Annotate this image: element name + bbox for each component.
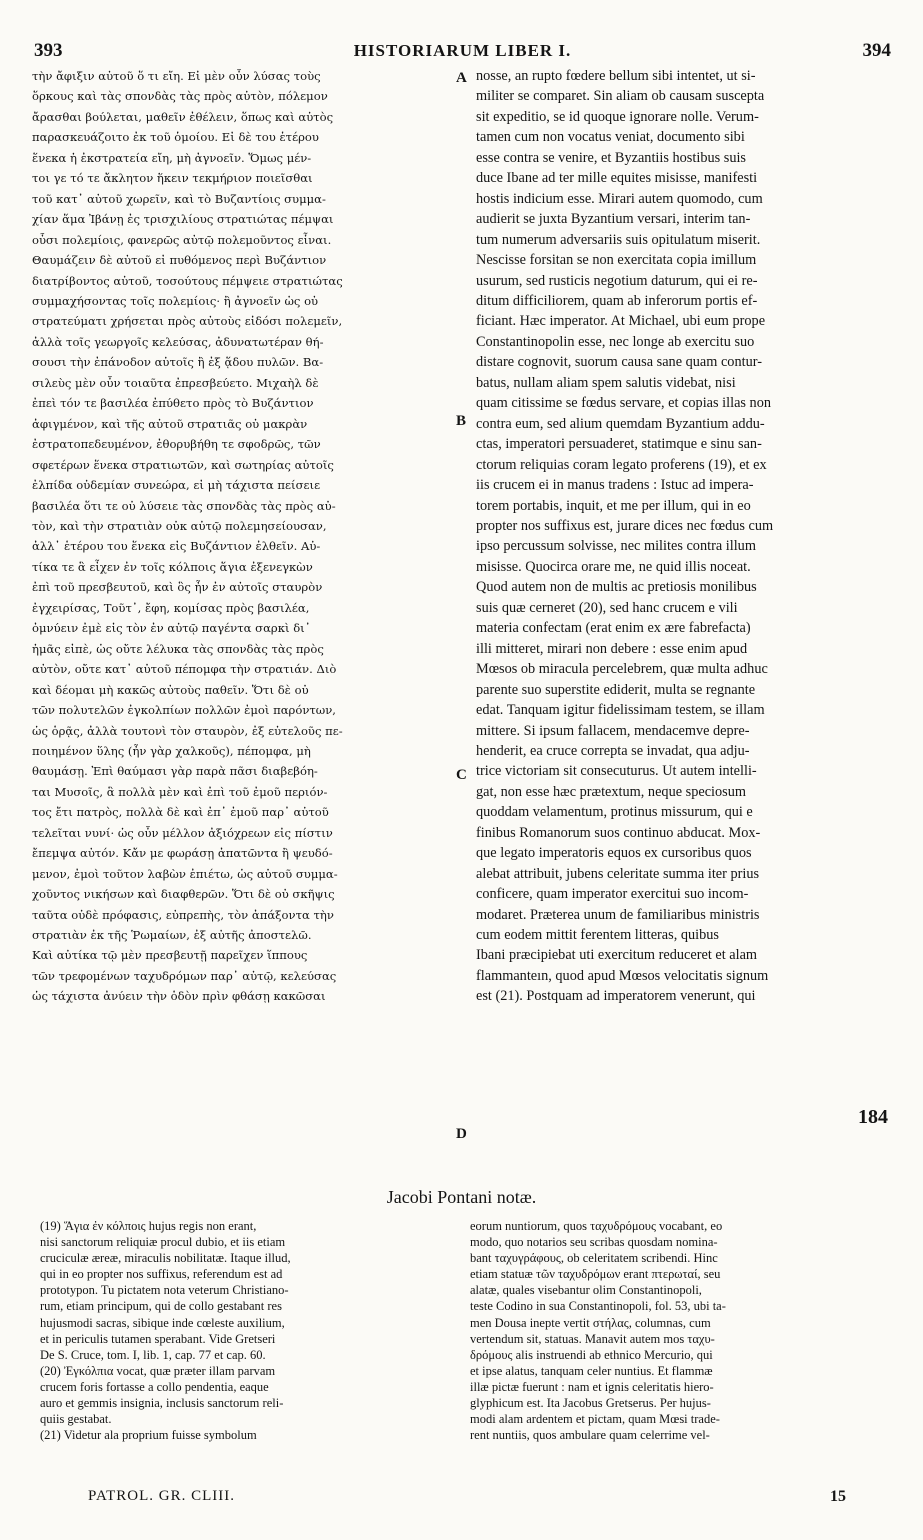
latin-text-line: quam citissime se fœdus servare, et copias illas non (476, 395, 771, 412)
greek-text-line: ταῦτα οὐδὲ πρόφασις, εὐπρεπὴς, τὸν ἀπάξοντα τὴν (32, 907, 334, 922)
greek-text-line: ἐπὶ τοῦ πρεσβευτοῦ, καὶ ὃς ἦν ἐν αὐτοῖς σταυρὸν (32, 580, 323, 595)
greek-text-line: καὶ δέομαι μὴ κακῶς αὐτοὺς παθεῖν. Ὅτι δὲ οὐ (32, 682, 309, 697)
notes-left-column (40, 1218, 450, 1443)
latin-text-line: duce Ibane ad ter mille equites misisse, manifesti (476, 170, 758, 187)
note-line: et ipse alatus, tanquam celer nuntius. Et flammæ (470, 1363, 713, 1378)
latin-text-line: distare cognovit, suorum causa sane quam contur- (476, 354, 762, 371)
running-header (34, 40, 891, 66)
greek-text-line: μενον, ἐμοὶ τοῦτον λαβὼν ἐπιέτω, ὡς αὐτοῦ συμμα- (32, 866, 338, 881)
greek-text-line: ποιημένον ὕλης (ἦν γὰρ χαλκοῦς), πέπομφα, μὴ (32, 743, 311, 758)
greek-text-line: Καὶ αὐτίκα τῷ μὲν πρεσβευτῇ παρεῖχεν ἵππους (32, 948, 308, 963)
greek-text-line: παρασκευάζοιτο ἐκ τοῦ ὁμοίου. Εἰ δὲ του ἑτέρου (32, 130, 319, 145)
latin-text-line: contra eum, sed alium quemdam Byzantium addu- (476, 415, 765, 432)
note-line: δρόμους alis instruendi ab ethnico Mercurio, qui (470, 1347, 713, 1362)
note-line: teste Codino in sua Constantinopoli, fol. 53, ubi ta- (470, 1299, 726, 1314)
note-line: (19) Ἅγια ἐν κόλποις hujus regis non erant, (40, 1219, 257, 1233)
latin-text-line: materia confectam (erat enim ex ære fabrefacta) (476, 620, 751, 637)
note-line: men Dousa inepte vertit στήλας, columnas, cum (470, 1315, 711, 1330)
margin-letter-b: B (456, 413, 467, 429)
note-line: vertendum sit, statuas. Manavit autem mos ταχυ- (470, 1331, 715, 1346)
greek-text-line: ἀλλ᾽ ἑτέρου του ἕνεκα εἰς Βυζάντιον ἐλθεῖν. Αὐ- (32, 539, 321, 554)
latin-text-line: modaret. Præterea unum de familiaribus ministris (476, 906, 760, 923)
note-line: modi alam ardentem et pictam, quam Mœsi trade- (470, 1412, 720, 1427)
greek-text-line: ἡμᾶς εἰπὲ, ὡς οὔτε λέλυκα τὰς σπονδὰς τὰς πρὸς (32, 641, 324, 656)
latin-text-line: alebat attribuit, jubens celeritate summa iter prius (476, 865, 760, 882)
greek-text-line: τίκα τε ἃ εἶχεν ἐν τοῖς κόλποις ἅγια ἐξενεγκὼν (32, 559, 313, 574)
latin-text-line: finibus Romanorum suos continuo abducat. Mox- (476, 824, 761, 841)
latin-text-line: tum numerum adversariis suis opitulatum miserit. (476, 231, 761, 248)
latin-text-line: militer se comparet. Sin aliam ob causam suscepta (476, 88, 765, 105)
greek-text-line: ὀμνύειν ἐμὲ εἰς τὸν ἐν αὐτῷ παγέντα σαρκὶ δι᾽ (32, 621, 311, 636)
latin-text-line: conficere, quam imperator exercitui suo incom- (476, 886, 749, 903)
greek-text-line: τοι γε τό τε ἄκλητον ἥκειν τεκμήριον ποιεῖσθαι (32, 171, 313, 186)
notes-right-column (470, 1218, 890, 1443)
note-line: cruciculæ æreæ, miraculis nobilitatæ. Itaque illud, (40, 1251, 291, 1266)
greek-text-line: βασιλέα ὅτι τε οὐ λύσειε τὰς σπονδὰς τὰς πρὸς αὐ- (32, 498, 336, 513)
note-line: De S. Cruce, tom. I, lib. 1, cap. 77 et cap. 60. (40, 1347, 266, 1362)
margin-number: 184 (858, 1106, 888, 1128)
margin-letter-a: A (456, 70, 467, 86)
note-line: (20) Ἐγκόλπια vocat, quæ præter illam parvam (40, 1363, 276, 1378)
note-line: (21) Videtur ala proprium fuisse symbolum (40, 1428, 257, 1443)
note-line: modo, quo notarios seu scribas quosdam nomina- (470, 1235, 718, 1250)
note-line: bant ταχυγράφους, ob celeritatem scribendi. Hinc (470, 1251, 718, 1266)
latin-text-line: gat, non esse hæc prætextum, neque speciosum (476, 783, 747, 800)
note-line: prototypon. Tu pictatem nota veterum Christiano- (40, 1283, 289, 1298)
latin-text-line: ctorum reliquias coram legato proferens (19), et ex (476, 456, 767, 473)
greek-text-line: ἐλπίδα οὐδεμίαν συνεώρα, εἰ μὴ τάχιστα πείσειε (32, 478, 321, 493)
note-line: qui in eo propter nos suffixus, referendum est ad (40, 1267, 283, 1282)
latin-column (476, 66, 888, 1007)
latin-text-line: Constantinopolin esse, nec longe ab exercitu suo (476, 333, 755, 350)
greek-text-line: ται Μυσοῖς, ἃ πολλὰ μὲν καὶ ἐπὶ τοῦ ἐμοῦ περιόν- (32, 784, 328, 799)
latin-text-line: flammanteın, quod apud Mœsos velocitatis signum (476, 967, 769, 984)
note-line: auro et gemmis insignia, inclusis sanctorum reli- (40, 1396, 284, 1411)
latin-text-line: edat. Tanquam igitur fidelissimam testem, se illam (476, 702, 765, 719)
note-line: illæ pictæ fuerunt : nam et ignis celeritatis hiero- (470, 1379, 714, 1394)
latin-text-line: propter nos suffixus est, jurare dices nec fœdus cum (476, 517, 774, 534)
note-line: rent nuntiis, quos ambulare quam celerrime vel- (470, 1428, 710, 1443)
greek-text-line: στρατεύματι χρήσεται πρὸς αὐτοὺς εἰδόσι πολεμεῖν, (32, 314, 343, 329)
greek-text-line: αὐτὸν, οὔτε κατ᾽ αὐτοῦ πέπομφα τὴν στρατιάν. Διὸ (32, 662, 337, 677)
latin-text-line: Ibani præcipiebat uti exercitum reduceret et alam (476, 947, 758, 964)
greek-text-line: ἕνεκα ἡ ἐκστρατεία εἴη, μὴ ἀγνοεῖν. Ὅμως μέν- (32, 150, 312, 165)
footer-signature: 15 (830, 1488, 846, 1505)
greek-text-line: σουσι τὴν ἐπάνοδον αὐτοῖς ἢ ἐξ ᾅδου πυλῶν. Βα- (32, 355, 324, 370)
latin-text-line: misisse. Quocirca orare me, ne quid illis noceat. (476, 558, 751, 575)
latin-text-line: Quod autem non de multis ac pretiosis monilibus (476, 579, 757, 596)
greek-text-line: διατρίβοντος αὐτοῦ, τοσούτους πέμψειε στρατιώτας (32, 273, 343, 288)
greek-text-line: χίαν ἅμα Ἰβάνῃ ἐς τρισχιλίους στρατιώτας πέμψαι (32, 212, 334, 227)
greek-text-line: ἄρασθαι βούλεται, μαθεῖν ἐθέλειν, ὅπως καὶ αὐτὸς (32, 109, 334, 124)
latin-text-line: torem portabis, inquit, et me per illum, qui in eo (476, 497, 751, 514)
latin-text-line: henderit, ea cruce correpta se invadat, qua adju- (476, 742, 750, 759)
latin-text-line: suis quæ cerneret (20), sed hanc crucem e vili (476, 599, 738, 616)
greek-text-line: συμμαχήσοντας τοῖς πολεμίοις· ἢ ἀγνοεῖν ὡς οὐ (32, 293, 319, 308)
greek-text-line: τὸν, καὶ τὴν στρατιὰν οὐκ αὐτῷ πολεμησείουσαν, (32, 518, 327, 533)
note-line: eorum nuntiorum, quos ταχυδρόμους vocabant, eo (470, 1219, 723, 1233)
latin-text-line: Nescisse forsitan se non exercitata copia imillum (476, 252, 757, 269)
latin-text-line: illi mitteret, mirari non debere : esse enim apud (476, 640, 748, 657)
greek-text-line: στρατιὰν ἐκ τῆς Ῥωμαίων, ἐξ αὐτῆς ἀποστελῶ. (32, 928, 312, 943)
note-line: rum, etiam principum, qui de collo gestabant res (40, 1299, 282, 1314)
note-line: etiam statuæ τῶν ταχυδρόμων erant πτερωταί, seu (470, 1267, 721, 1282)
latin-text-line: esse contra se venire, et Byzantiis hostibus suis (476, 149, 747, 166)
greek-text-line: σιλεὺς μὲν οὖν τοιαῦτα ἐπρεσβεύετο. Μιχαὴλ δὲ (32, 375, 319, 390)
latin-text-line: nosse, an rupto fœdere bellum sibi intentet, ut si- (476, 68, 756, 84)
greek-text-line: ἐπεὶ τόν τε βασιλέα ἐπύθετο πρὸς τὸ Βυζάντιον (32, 396, 314, 411)
latin-text-line: hostis indicium esse. Mirari autem quomodo, cum (476, 190, 763, 207)
margin-letter-d: D (456, 1126, 467, 1142)
note-line: alatæ, quales visebantur olim Constantinopoli, (470, 1283, 702, 1298)
note-line: quiis gestabat. (40, 1412, 112, 1427)
greek-text-line: ὅρκους καὶ τὰς σπονδὰς τὰς πρὸς αὐτὸν, πόλεμον (32, 89, 328, 104)
latin-text-line: ditum difficiliorem, quam ab inferorum portis ef- (476, 292, 758, 309)
greek-text-line: ὡς ὁρᾷς, ἀλλὰ τουτονὶ τὸν σταυρὸν, ἐξ εὐτελοῦς πε- (32, 723, 343, 738)
latin-text-line: tamen cum non vocatus veniat, documento sibi (476, 129, 745, 146)
greek-text-line: ἐγχειρίσας, Τοῦτ᾽, ἔφη, κομίσας πρὸς βασιλέα, (32, 600, 310, 615)
note-line: crucem foris fortasse a collo pendentia, eaque (40, 1379, 269, 1394)
page-number-left: 393 (34, 40, 63, 61)
greek-text-line: τοῦ κατ᾽ αὐτοῦ χωρεῖν, καὶ τὸ Βυζαντίοις συμμα- (32, 191, 326, 206)
greek-text-line: ἀλλὰ τοῖς γεωργοῖς κελεύσας, ἀδυνατωτέραν θή- (32, 334, 324, 349)
latin-text-line: batus, nullam aliam spem salutis videbat, nisi (476, 374, 736, 391)
latin-text-line: ficiant. Hæc imperator. At Michael, ubi eum prope (476, 313, 766, 330)
greek-text-line: τος ἔτι πατρὸς, πολλὰ δὲ καὶ ἐπ᾽ ἐμοῦ παρ᾽ αὐτοῦ (32, 805, 329, 820)
latin-text-line: mittere. Si ipsum fallacem, mendacemve depre- (476, 722, 750, 739)
greek-text-line: τῶν τρεφομένων ταχυδρόμων παρ᾽ αὐτῷ, κελεύσας (32, 968, 337, 983)
greek-text-line: ὡς τάχιστα ἀνύειν τὴν ὁδὸν πρὶν φθάσῃ κακῶσαι (32, 989, 326, 1004)
latin-text-line: ipso percussum solvisse, nec milites contra illum (476, 538, 756, 555)
latin-text-line: est (21). Postquam ad imperatorem venerunt, qui (476, 988, 756, 1005)
notes-heading: Jacobi Pontani notæ. (386, 1187, 537, 1207)
greek-text-line: Θαυμάζειν δὲ αὐτοῦ εἰ πυθόμενος περὶ Βυζάντιον (32, 253, 327, 268)
greek-text-line: τῶν πολυτελῶν ἐγκολπίων πολλῶν ἐμοὶ παρόντων, (32, 703, 336, 718)
latin-text-line: Mœsos ob miracula percelebrem, quæ multa adhuc (476, 661, 768, 678)
footer-collection: PATROL. GR. CLIII. (88, 1488, 236, 1504)
greek-text-line: τὴν ἄφιξιν αὐτοῦ ὅ τι εἴη. Εἰ μὲν οὖν λύσας τοὺς (32, 69, 321, 83)
latin-text-line: ctas, imperatori persuaderet, statimque e sinu san- (476, 436, 762, 453)
latin-text-line: sit expeditio, se id quoque ignorare nolle. Verum- (476, 108, 759, 125)
latin-text-line: trice victoriam sit consecuturus. Ut autem intelli- (476, 763, 757, 780)
latin-text-line: que legato imperatoris equos ex cursoribus quos (476, 845, 752, 862)
note-line: hujusmodi sacras, sibique inde cœleste auxilium, (40, 1315, 285, 1330)
greek-text-line: ἀφιγμένον, καὶ τῆς αὐτοῦ στρατιᾶς οὐ μακρὰν (32, 416, 308, 431)
greek-text-line: ἔπεμψα αὐτόν. Κἄν με φωράσῃ ἀπατῶντα ἢ ψευδό- (32, 846, 333, 861)
note-line: et in periculis tutamen sperabant. Vide Gretseri (40, 1331, 276, 1346)
running-title: HISTORIARUM LIBER I. (353, 41, 572, 60)
page-number-right: 394 (862, 40, 891, 61)
greek-text-line: σφετέρων ἕνεκα στρατιωτῶν, καὶ σωτηρίας αὐτοῖς (32, 457, 334, 472)
greek-text-line: τελεῖται νυνί· ὡς οὖν μέλλον ἀξιόχρεων εἰς πίστιν (32, 825, 333, 840)
greek-text-line: θαυμάσῃ. Ἐπὶ θαύμασι γὰρ παρὰ πᾶσι διαβεβόη- (32, 764, 318, 779)
latin-text-line: parente suo superstite ediderit, multa se regnante (476, 681, 756, 698)
greek-text-line: οὖσι πολεμίοις, φανερῶς αὐτῷ πολεμοῦντος εἶναι. (32, 232, 332, 247)
greek-column (32, 66, 450, 1007)
greek-text-line: ἐστρατοπεδευμένον, ἐθορυβήθη τε σφοδρῶς, τῶν (32, 437, 321, 452)
note-line: glyphicum est. Ita Jacobus Gretserus. Per hujus- (470, 1396, 711, 1411)
note-line: nisi sanctorum reliquiæ procul dubio, et iis etiam (40, 1235, 286, 1250)
latin-text-line: iis crucem ei in manus tradens : Istuc ad impera- (476, 477, 754, 494)
greek-text-line: χοῦντος νικήσων καὶ διαφθερῶν. Ὅτι δὲ οὐ σκῆψις (32, 887, 335, 902)
latin-text-line: cum eodem mittit ferentem litteras, quibus (476, 927, 719, 944)
latin-text-line: quoddam velamentum, protinus missurum, qui e (476, 804, 753, 821)
margin-letter-c: C (456, 767, 467, 783)
latin-text-line: usurum, sed rusticis negotium daturum, qui ei re- (476, 272, 758, 289)
latin-text-line: audierit se juxta Byzantium versari, interim tan- (476, 211, 751, 228)
